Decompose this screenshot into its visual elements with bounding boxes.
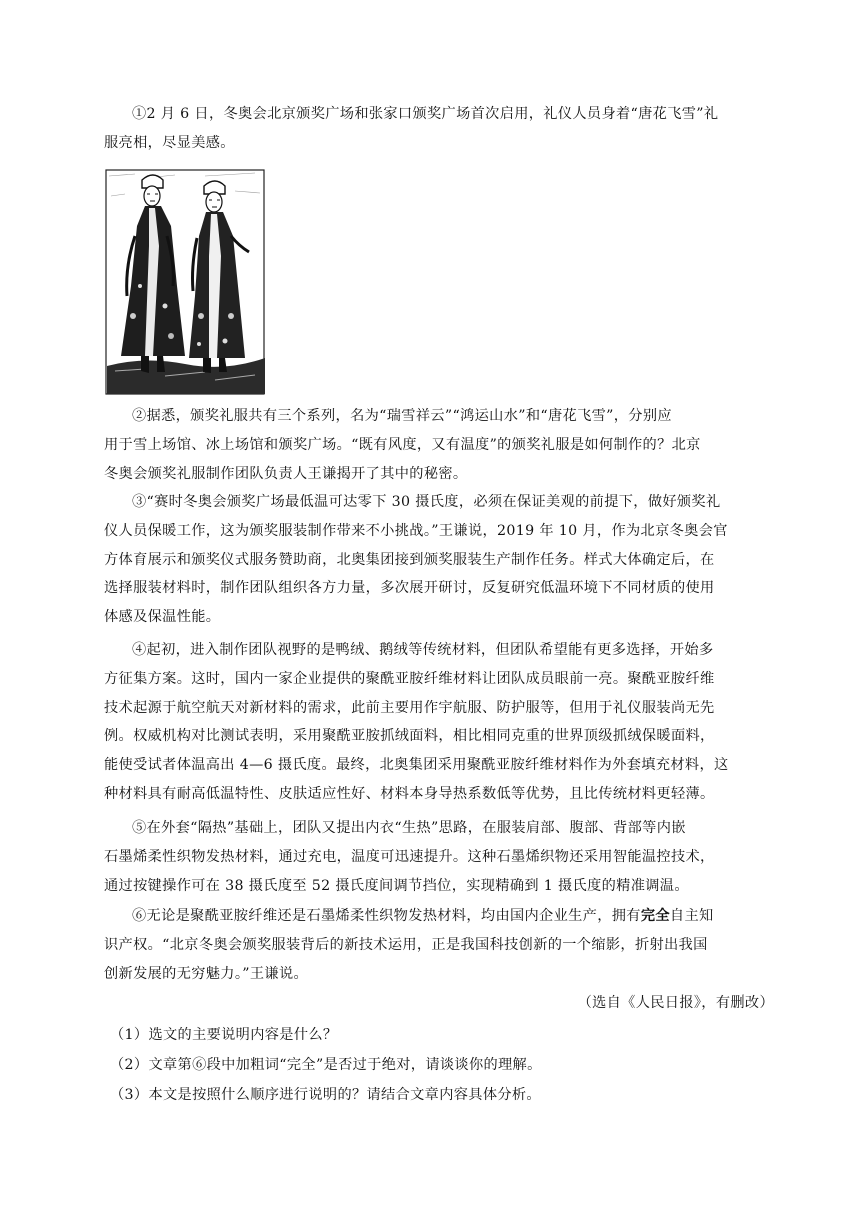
text-line: 石墨烯柔性织物发热材料，通过充电，温度可迅速提升。这种石墨烯织物还采用智能温控技术， [104, 848, 715, 865]
text-line: 能使受试者体温高出 4—6 摄氏度。最终，北奥集团采用聚酰亚胺纤维材料作为外套填充材料，这 [104, 757, 729, 774]
text-line: 选择服装材料时，制作团队组织各方力量，多次展开研讨，反复研究低温环境下不同材质的使用 [104, 580, 715, 597]
text-line: 创新发展的无穷魅力。”王谦说。 [104, 965, 309, 982]
question-1: （1）选文的主要说明内容是什么？ [110, 1027, 338, 1043]
paragraph-2 [104, 402, 756, 488]
text-line: 识产权。“北京冬奥会颁奖服装背后的新技术运用，正是我国科技创新的一个缩影，折射出我国 [104, 936, 708, 953]
text-line: 用于雪上场馆、冰上场馆和颁奖广场。“既有风度，又有温度”的颁奖礼服是如何制作的？北京 [104, 436, 701, 453]
paragraph-6 [104, 902, 756, 988]
text-line: 方体育展示和颁奖仪式服务赞助商，北奥集团接到颁奖服装生产制作任务。样式大体确定后，在 [104, 551, 715, 568]
question-3: （3）本文是按照什么顺序进行说明的？请结合文章内容具体分析。 [110, 1087, 541, 1103]
text-line: 例。权威机构对比测试表明，采用聚酰亚胺抓绒面料，相比相同克重的世界顶级抓绒保暖面料， [104, 728, 715, 745]
text-segment: ⑥无论是聚酰亚胺纤维还是石墨烯柔性织物发热材料，均由国内企业生产，拥有 [132, 908, 641, 924]
text-line: ⑤在外套“隔热”基础上，团队又提出内衣“生热”思路，在服装肩部、腹部、背部等内嵌 [132, 820, 686, 836]
text-line [104, 902, 756, 931]
text-line: ④起初，进入制作团队视野的是鸭绒、鹅绒等传统材料，但团队希望能有更多选择，开始多 [132, 642, 714, 658]
text-line: 技术起源于航空航天对新材料的需求，此前主要用作宇航服、防护服等，但用于礼仪服装尚无先 [104, 699, 715, 716]
paragraph-1 [104, 100, 756, 158]
two-ceremony-hostesses-photo-icon [105, 166, 267, 396]
question-2: （2）文章第⑥段中加粗词“完全”是否过于绝对，请谈谈你的理解。 [110, 1057, 542, 1073]
text-line: ②据悉，颁奖礼服共有三个系列，名为“瑞雪祥云”“鸿运山水”和“唐花飞雪”，分别应 [132, 408, 672, 424]
text-segment: 自主知 [669, 908, 714, 924]
paragraph-3 [104, 488, 756, 632]
text-line: 方征集方案。这时，国内一家企业提供的聚酰亚胺纤维材料让团队成员眼前一亮。聚酰亚胺纤维 [104, 670, 715, 687]
source-citation: （选自《人民日报》，有删改） [577, 995, 774, 1011]
text-line: 服亮相，尽显美感。 [104, 134, 235, 151]
text-line: 体感及保温性能。 [104, 609, 221, 626]
text-line: 通过按键操作可在 38 摄氏度至 52 摄氏度间调节挡位，实现精确到 1 摄氏度的精准调温。 [104, 877, 689, 894]
bold-word: 完全 [640, 908, 670, 924]
text-line: ③“赛时冬奥会颁奖广场最低温可达零下 30 摄氏度，必须在保证美观的前提下，做好颁奖礼 [132, 494, 721, 510]
hostesses-photo [105, 166, 267, 396]
text-line: 仪人员保暖工作，这为颁奖服装制作带来不小挑战。”王谦说，2019 年 10 月，作为北京冬奥会官 [104, 522, 728, 539]
paragraph-4 [104, 636, 756, 809]
text-line: 种材料具有耐高低温特性、皮肤适应性好、材料本身导热系数低等优势，且比传统材料更轻薄。 [104, 785, 715, 802]
text-line: ①2 月 6 日，冬奥会北京颁奖广场和张家口颁奖广场首次启用，礼仪人员身着“唐花飞雪”礼 [132, 106, 719, 122]
text-line: 冬奥会颁奖礼服制作团队负责人王谦揭开了其中的秘密。 [104, 465, 468, 482]
paragraph-5 [104, 814, 756, 900]
